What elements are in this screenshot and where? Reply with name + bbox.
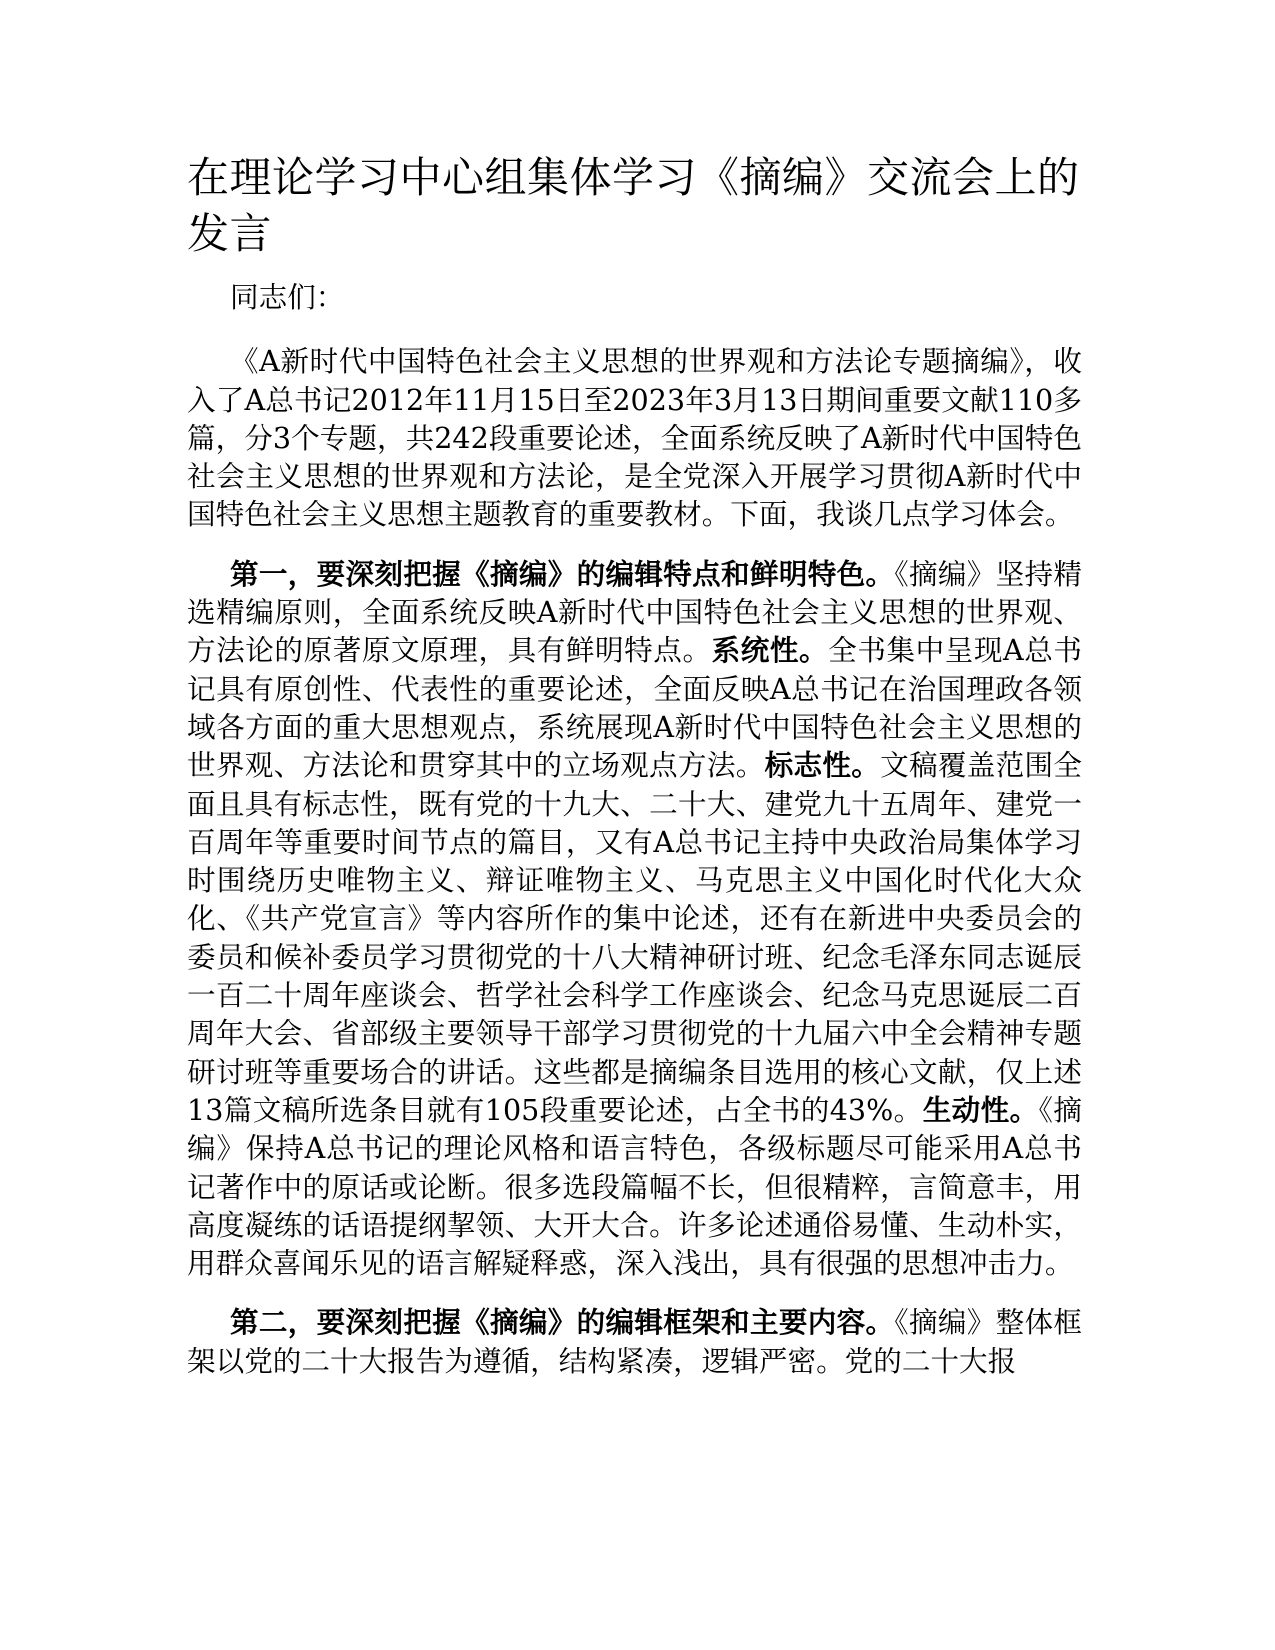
section-1-heading: 第一，要深刻把握《摘编》的编辑特点和鲜明特色。 — [230, 556, 895, 591]
section-1-text-d: 《摘编》保持A总书记的理论风格和语言特色，各级标题尽可能采用A总书记著作中的原话或论断。很多选段篇幅不长，但很精粹，言简意丰，用高度凝练的话语提纲挈领、大开大合。许多论述通俗易懂、生动朴实，用群众喜闻乐见的语言解疑释惑，深入浅出，具有很强的思想冲击力。 — [187, 1092, 1082, 1281]
section-1-text-a: 《摘编》坚持精选精编原则，全面系统反映A新时代中国特色社会主义思想的世界观、方法论的原著原文原理，具有鲜明特点。 — [187, 556, 1082, 668]
section-2-paragraph — [187, 1303, 1082, 1380]
document-body — [187, 278, 1082, 1401]
section-1-paragraph — [187, 555, 1082, 1283]
label-vivid: 生动性。 — [922, 1092, 1039, 1127]
section-2-text-a: 《摘编》整体框架以党的二十大报告为遵循，结构紧凑，逻辑严密。党的二十大报 — [187, 1305, 1082, 1378]
greeting: 同志们： — [230, 280, 345, 314]
label-systematic: 系统性。 — [711, 633, 829, 668]
section-1-text-b: 全书集中呈现A总书记具有原创性、代表性的重要论述，全面反映A总书记在治国理政各领域各方面的重大思想观点，系统展现A新时代中国特色社会主义思想的世界观、方法论和贯穿其中的立场观点方法。 — [187, 633, 1082, 783]
document-title: 在理论学习中心组集体学习《摘编》交流会上的发言 — [187, 153, 1080, 258]
intro-paragraph: 《A新时代中国特色社会主义思想的世界观和方法论专题摘编》，收入了A总书记2012年11月15日至2023年3月13日期间重要文献110多篇，分3个专题，共242段重要论述，全面系统反映了A新时代中国特色社会主义思想的世界观和方法论，是全党深入开展学习贯彻A新时代中国特色社会主义思想主题教育的重要教材。下面，我谈几点学习体会。 — [187, 344, 1082, 532]
section-1-text-c: 文稿覆盖范围全面且具有标志性，既有党的十九大、二十大、建党九十五周年、建党一百周年等重要时间节点的篇目，又有A总书记主持中央政治局集体学习时围绕历史唯物主义、辩证唯物主义、马克思主义中国化时代化大众化、《共产党宣言》等内容所作的集中论述，还有在新进中央委员会的委员和候补委员学习贯彻党的十八大精神研讨班、纪念毛泽东同志诞辰一百二十周年座谈会、哲学社会科学工作座谈会、纪念马克思诞辰二百周年大会、省部级主要领导干部学习贯彻党的十九届六中全会精神专题研讨班等重要场合的讲话。这些都是摘编条目选用的核心文献，仅上述13篇文稿所选条目就有105段重要论述，占全书的43%。 — [187, 748, 1082, 1127]
label-landmark: 标志性。 — [764, 748, 881, 783]
section-2-heading: 第二，要深刻把握《摘编》的编辑框架和主要内容。 — [230, 1305, 895, 1340]
